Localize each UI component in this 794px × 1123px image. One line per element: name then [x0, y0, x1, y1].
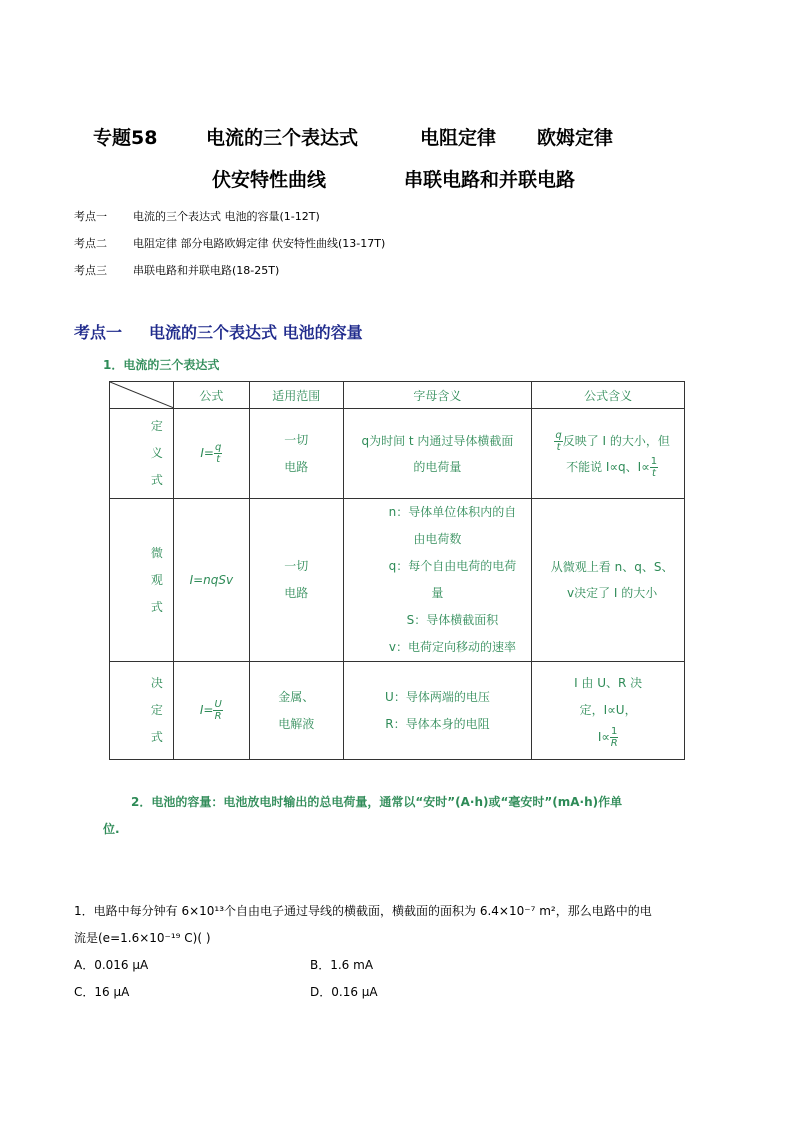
explain-text: 不能说 I∝q、I∝: [566, 459, 650, 474]
meaning-text: 的电荷量: [413, 459, 462, 474]
explain-text: 定，I∝U，: [579, 703, 637, 717]
title-part-5: 串联电路和并联电路: [404, 169, 576, 191]
row-name-char: 定: [150, 419, 163, 433]
explain-text: I 由 U、R 决: [574, 676, 643, 690]
table-header: 公式含义: [532, 382, 685, 409]
table-row: [110, 409, 685, 499]
meaning-cell: [343, 409, 532, 499]
toc-text-2: 电阻定律 部分电路欧姆定律 伏安特性曲线(13-17T): [133, 237, 386, 250]
table-row: [110, 662, 685, 760]
fraction: [650, 456, 658, 479]
question-stem-cont: 流是(e=1.6×10⁻¹⁹ C)( ): [74, 931, 211, 945]
battery-capacity-note-end: 位.: [103, 822, 120, 836]
fraction-denominator: R: [610, 738, 618, 749]
explain-text: I∝: [597, 730, 610, 744]
explain-cell: [532, 499, 685, 662]
scope-cell: [249, 409, 343, 499]
formula-symbol: I: [200, 446, 204, 460]
toc-label-1: 考点一: [74, 210, 107, 223]
explain-cell: [532, 662, 685, 760]
formula-equals: =: [203, 446, 214, 460]
table-corner-cell: [110, 382, 174, 409]
table-row: [110, 499, 685, 662]
title-part-4: 伏安特性曲线: [212, 169, 327, 191]
option-d[interactable]: D．0.16 μA: [310, 985, 378, 999]
fraction-denominator: t: [556, 441, 561, 453]
title-topic: 专题58: [93, 127, 158, 149]
formula-equals: =: [203, 703, 214, 717]
scope-cell: [249, 662, 343, 760]
formula-cell: [173, 662, 249, 760]
meaning-text: R：导体本身的电阻: [385, 716, 490, 731]
fraction-denominator: R: [214, 711, 222, 722]
diagonal-line: [110, 382, 174, 408]
row-name-char: 观: [150, 572, 163, 587]
scope-cell: [249, 499, 343, 662]
fraction-numerator: U: [214, 699, 222, 710]
title-part-1: 电流的三个表达式: [206, 127, 359, 149]
battery-capacity-note: 2．电池的容量：电池放电时输出的总电荷量，通常以“安时”(A·h)或“毫安时”(mA·h)作单: [131, 795, 623, 809]
meaning-text: q：每个自由电荷的电荷: [388, 559, 517, 573]
toc-label-2: 考点二: [74, 237, 107, 250]
meaning-text: v：电荷定向移动的速率: [388, 640, 516, 654]
explain-cell: [532, 409, 685, 499]
meaning-text: n：导体单位体积内的自: [388, 505, 517, 519]
title-part-3: 欧姆定律: [537, 127, 614, 149]
meaning-cell: [343, 662, 532, 760]
scope-text: 一切: [284, 559, 309, 573]
meaning-text: S：导体横截面积: [406, 613, 499, 627]
scope-text: 电解液: [278, 716, 315, 731]
fraction-numerator: q: [214, 442, 222, 453]
explain-text: 反映了 I 的大小，但: [562, 433, 670, 448]
toc-label-3: 考点三: [74, 264, 107, 277]
explain-text: 从微观上看 n、q、S、: [550, 560, 674, 574]
scope-text: 电路: [284, 586, 309, 600]
meaning-cell: [343, 499, 532, 662]
row-name-char: 微: [150, 545, 163, 560]
row-name-char: 定: [150, 703, 163, 717]
row-name-cell: [110, 499, 174, 662]
option-a[interactable]: A．0.016 μA: [74, 958, 149, 972]
explain-text: v决定了 I 的大小: [566, 586, 658, 600]
formula-table: [109, 381, 685, 760]
title-part-2: 电阻定律: [420, 127, 497, 149]
table-header: 适用范围: [249, 382, 343, 409]
question-stem: 1．电路中每分钟有 6×10¹³个自由电子通过导线的横截面，横截面的面积为 6.4×10⁻⁷ m²，那么电路中的电: [74, 904, 652, 918]
scope-text: 电路: [284, 459, 309, 474]
section-title: 电流的三个表达式 电池的容量: [149, 323, 363, 342]
fraction: [214, 442, 222, 465]
fraction-numerator: 1: [611, 726, 618, 737]
row-name-cell: [110, 662, 174, 760]
row-name-char: 式: [150, 473, 163, 487]
formula-symbol: I: [199, 703, 204, 717]
fraction-denominator: t: [216, 454, 221, 465]
scope-text: 一切: [284, 432, 309, 447]
fraction-denominator: t: [651, 467, 656, 479]
fraction-numerator: q: [555, 429, 562, 441]
subheading-current-expressions: 1．电流的三个表达式: [103, 358, 220, 372]
table-header: 字母含义: [343, 382, 532, 409]
formula-cell: [173, 409, 249, 499]
section-label: 考点一: [74, 323, 123, 342]
row-name-char: 决: [150, 676, 163, 690]
row-name-char: 式: [150, 599, 163, 614]
row-name-char: 式: [150, 730, 163, 744]
toc-text-3: 串联电路和并联电路(18-25T): [133, 264, 280, 277]
meaning-text: 由电荷数: [413, 532, 462, 546]
meaning-text: 量: [431, 586, 444, 600]
meaning-text: U：导体两端的电压: [385, 689, 490, 704]
fraction: [213, 699, 222, 722]
option-b[interactable]: B．1.6 mA: [310, 958, 374, 972]
toc-text-1: 电流的三个表达式 电池的容量(1-12T): [133, 210, 320, 223]
fraction: [610, 726, 618, 749]
meaning-text: q为时间 t 内通过导体横截面: [361, 433, 514, 448]
scope-text: 金属、: [278, 689, 315, 704]
fraction: [554, 430, 562, 453]
fraction-numerator: 1: [650, 455, 658, 467]
option-c[interactable]: C．16 μA: [74, 985, 130, 999]
table-header: 公式: [173, 382, 249, 409]
formula-cell: I=nqSv: [173, 499, 249, 662]
row-name-char: 义: [150, 446, 163, 460]
row-name-cell: [110, 409, 174, 499]
table-header-row: [110, 382, 685, 409]
